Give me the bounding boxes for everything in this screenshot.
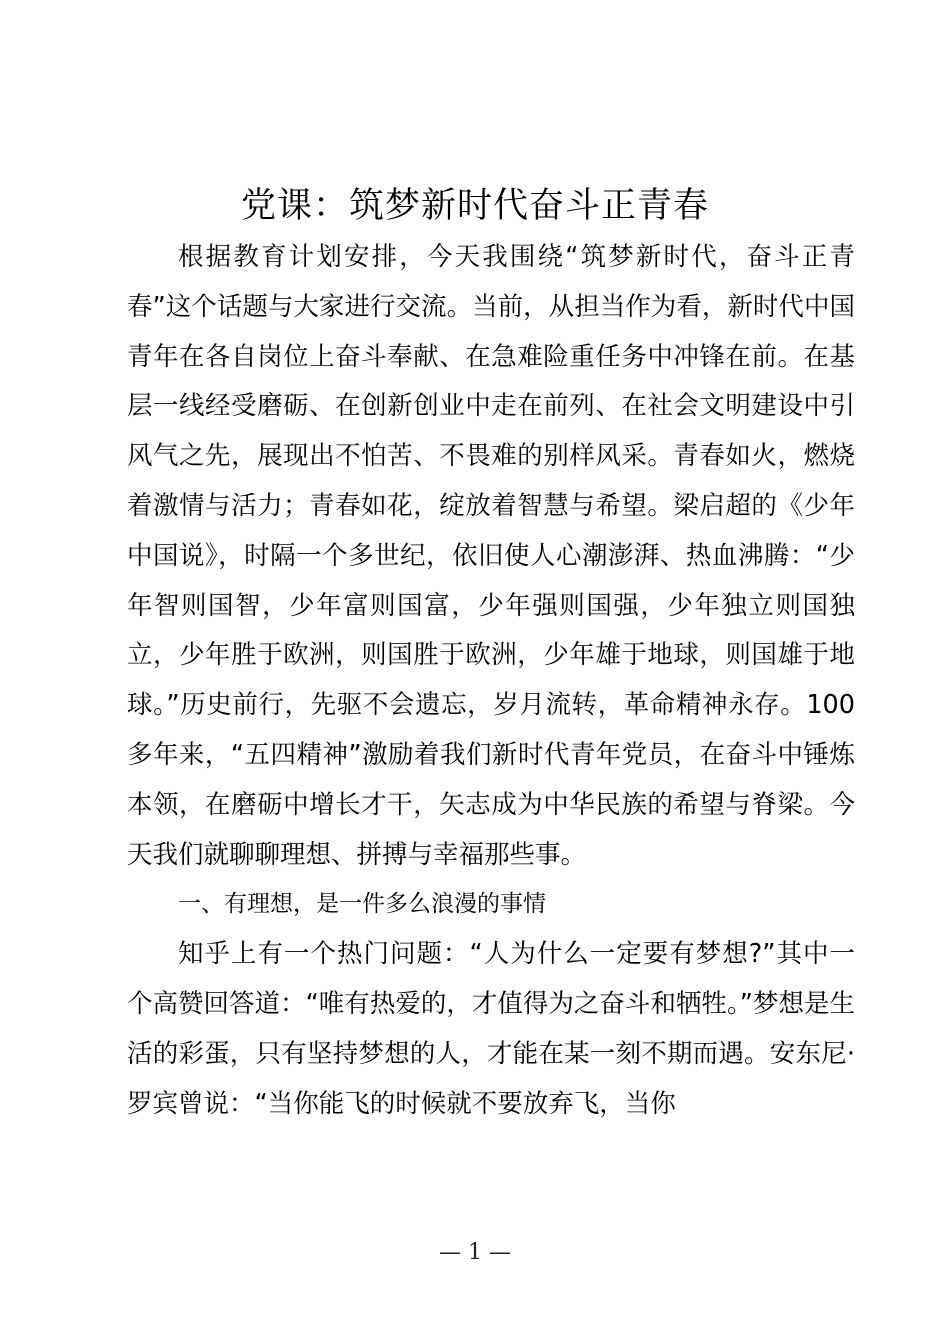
document-title: 党课：筑梦新时代奋斗正青春 <box>240 186 709 226</box>
document-body <box>127 233 855 1129</box>
section-heading-1: 一、有理想，是一件多么浪漫的事情 <box>178 891 546 918</box>
paragraph-section-1: 知乎上有一个热门问题：“人为什么一定要有梦想?”其中一个高赞回答道：“唯有热爱的，才值得为之奋斗和牺牲。”梦想是生活的彩蛋，只有坚持梦想的人，才能在某一刻不期而遇。安东尼·罗宾曾说：“当你能飞的时候就不要放弃飞，当你 <box>127 939 855 1119</box>
page-number: — 1 — <box>439 1240 511 1265</box>
paragraph-intro: 根据教育计划安排，今天我围绕“筑梦新时代，奋斗正青春”这个话题与大家进行交流。当前，从担当作为看，新时代中国青年在各自岗位上奋斗奉献、在急难险重任务中冲锋在前。在基层一线经受磨砺、在创新创业中走在前列、在社会文明建设中引风气之先，展现出不怕苦、不畏难的别样风采。青春如火，燃烧着激情与活力；青春如花，绽放着智慧与希望。梁启超的《少年中国说》，时隔一个多世纪，依旧使人心潮澎湃、热血沸腾：“少年智则国智，少年富则国富，少年强则国强，少年独立则国独立，少年胜于欧洲，则国胜于欧洲，少年雄于地球，则国雄于地球。”历史前行，先驱不会遗忘，岁月流转，革命精神永存。100多年来，“五四精神”激励着我们新时代青年党员，在奋斗中锤炼本领，在磨砺中增长才干，矢志成为中华民族的希望与脊梁。今天我们就聊聊理想、拼搏与幸福那些事。 <box>127 242 855 870</box>
